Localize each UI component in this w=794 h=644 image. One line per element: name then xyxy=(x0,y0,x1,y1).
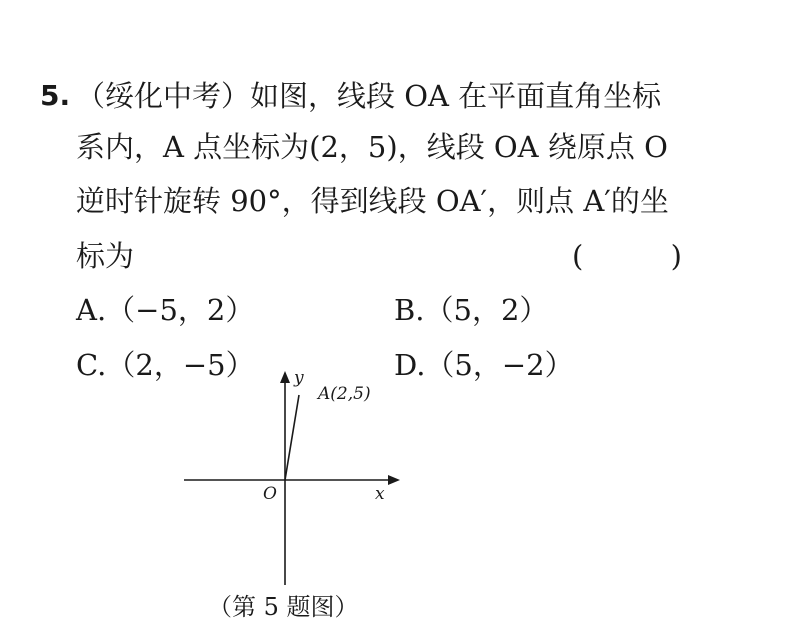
answer-bracket xyxy=(572,236,682,276)
y-axis-arrow xyxy=(280,371,290,383)
x-axis-label: x xyxy=(375,484,385,504)
coordinate-plane xyxy=(170,365,410,595)
origin-label: O xyxy=(263,484,277,504)
question-text-line-3: 逆时针旋转 90°，得到线段 OA′，则点 A′的坐 xyxy=(76,184,669,218)
question-text-line-4: 标为 xyxy=(76,239,135,273)
option-a: A.（−5，2） xyxy=(76,293,255,327)
option-d: D.（5，−2） xyxy=(394,348,574,382)
x-axis-arrow xyxy=(388,475,400,485)
answer-bracket-close: ) xyxy=(670,239,682,273)
question-text-line-2: 系内，A 点坐标为(2，5)，线段 OA 绕原点 O xyxy=(76,130,668,164)
coordinate-figure xyxy=(170,365,410,595)
point-a-label: A(2,5) xyxy=(318,384,371,404)
segment-oa xyxy=(285,395,299,480)
figure-caption: （第 5 题图） xyxy=(208,593,359,621)
option-c: C.（2，−5） xyxy=(76,348,255,382)
question-text-line-1: （绥化中考）如图，线段 OA 在平面直角坐标 xyxy=(76,79,662,113)
question-number: 5. xyxy=(40,79,71,112)
answer-bracket-open: ( xyxy=(572,239,584,273)
option-b: B.（5，2） xyxy=(394,293,549,327)
y-axis-label: y xyxy=(294,368,304,388)
